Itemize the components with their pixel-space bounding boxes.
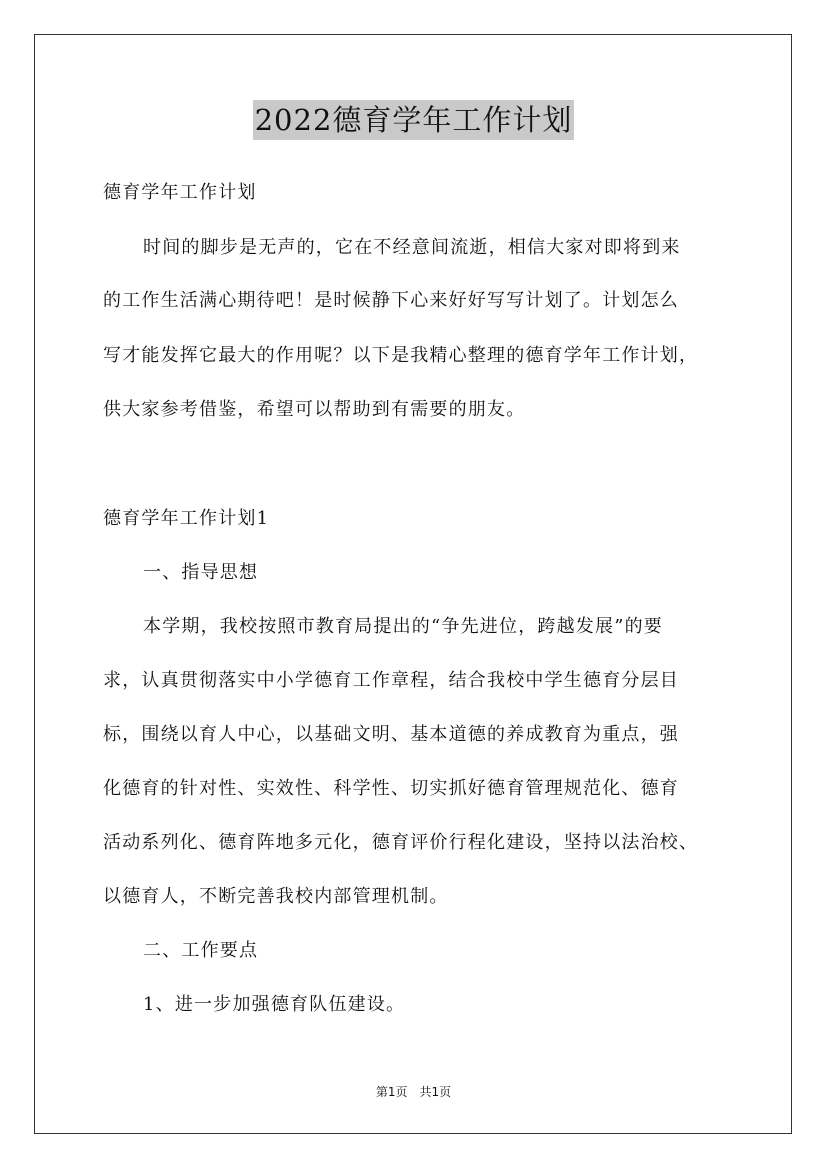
part1-line-1: 本学期，我校按照市教育局提出的“争先进位，跨越发展”的要 <box>143 616 664 637</box>
intro-line-1: 时间的脚步是无声的，它在不经意间流逝，相信大家对即将到来 <box>143 237 681 258</box>
part1-heading: 一、指导思想 <box>143 562 259 583</box>
intro-line-2: 的工作生活满心期待吧！是时候静下心来好好写写计划了。计划怎么 <box>103 290 679 311</box>
intro-line-4: 供大家参考借鉴，希望可以帮助到有需要的朋友。 <box>103 399 526 420</box>
document-subtitle: 德育学年工作计划 <box>103 182 257 203</box>
part1-line-5: 活动系列化、德育阵地多元化，德育评价行程化建设，坚持以法治校、 <box>103 832 699 853</box>
part1-line-3: 标，围绕以育人中心，以基础文明、基本道德的养成教育为重点，强 <box>103 724 679 745</box>
part2-heading: 二、工作要点 <box>143 940 259 961</box>
section-heading: 德育学年工作计划1 <box>103 508 270 529</box>
part1-line-4: 化德育的针对性、实效性、科学性、切实抓好德育管理规范化、德育 <box>103 778 679 799</box>
page-footer: 第1页 共1页 <box>375 1085 452 1099</box>
part1-line-2: 求，认真贯彻落实中小学德育工作章程，结合我校中学生德育分层目 <box>103 670 679 691</box>
item-1: 1、进一步加强德育队伍建设。 <box>143 994 406 1015</box>
title-container <box>0 100 827 140</box>
part1-line-6: 以德育人，不断完善我校内部管理机制。 <box>103 886 449 907</box>
intro-line-3: 写才能发挥它最大的作用呢？以下是我精心整理的德育学年工作计划， <box>103 345 699 366</box>
document-title: 2022德育学年工作计划 <box>253 100 575 140</box>
